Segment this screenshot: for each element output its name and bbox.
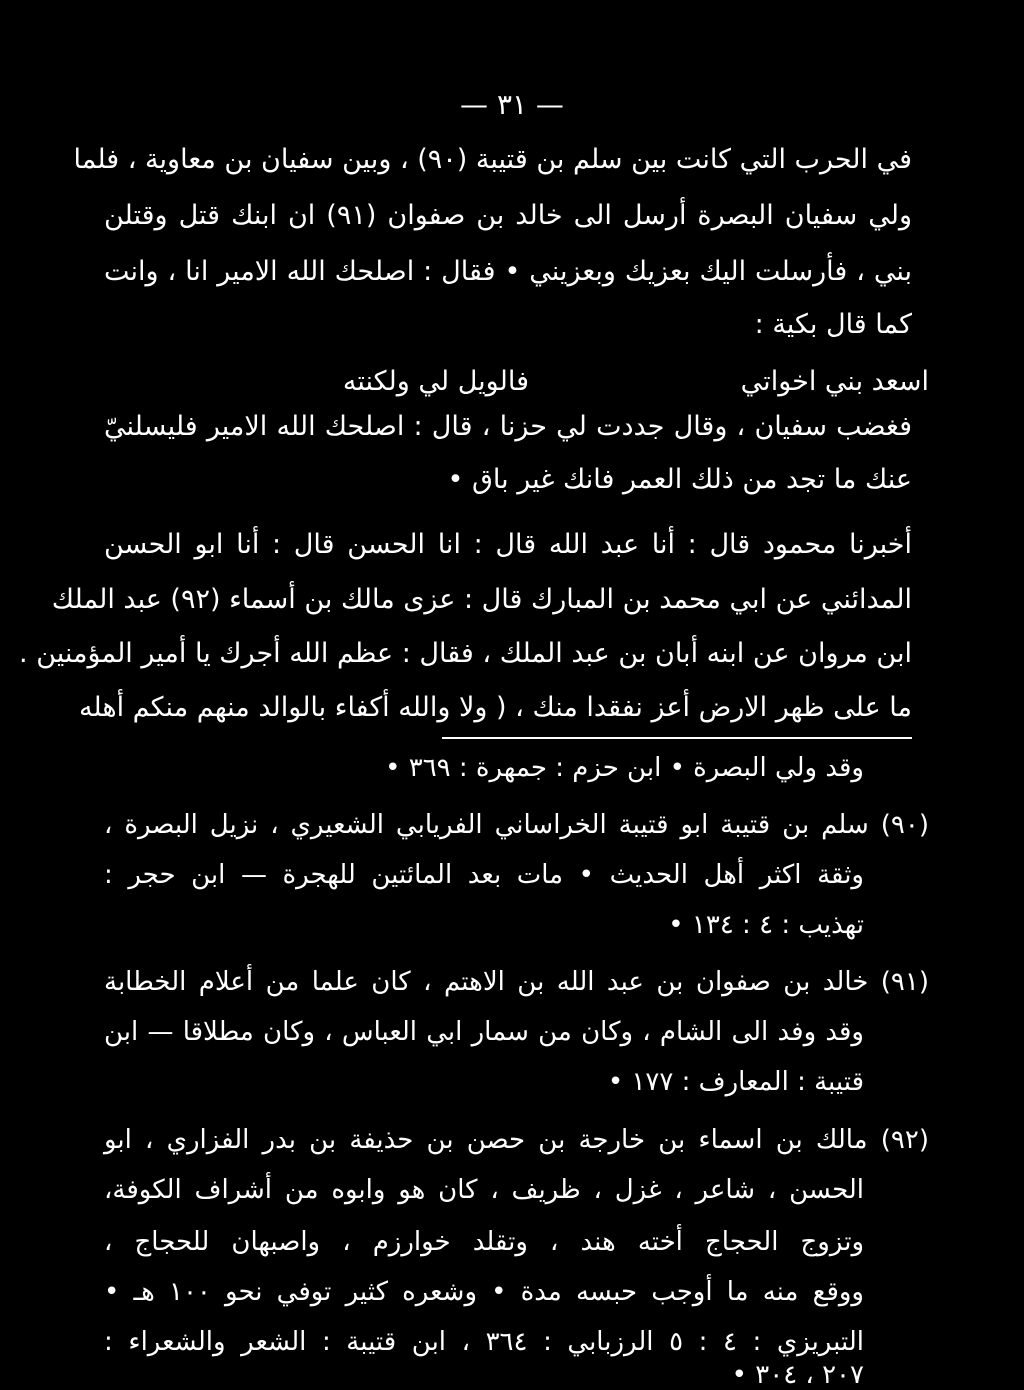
body-line-10: ما على ظهر الارض أعز نفقدا منك ، ( ولا والله أكفاء بالوالد منهم منكم أهله [78, 692, 912, 723]
footnote-92-line-6: ٢٠٧ ، ٣٠٤ • [731, 1360, 864, 1390]
body-line-7: أخبرنا محمود قال : أنا عبد الله قال : انا الحسن قال : أنا ابو الحسن [104, 529, 912, 560]
footnote-92-line-1: (٩٢) مالك بن اسماء بن خارجة بن حصن بن حذيفة بن بدر الفزاري ، ابو [104, 1125, 929, 1155]
footnote-91-line-3: قتيبة : المعارف : ١٧٧ • [607, 1067, 864, 1097]
footnote-92-line-2: الحسن ، شاعر ، غزل ، ظريف ، كان هو وابوه من أشراف الكوفة، [104, 1175, 864, 1205]
body-line-2: ولي سفيان البصرة أرسل الى خالد بن صفوان (٩١) ان ابنك قتل وقتلن [104, 200, 912, 231]
footnote-continuation-line: وقد ولي البصرة • ابن حزم : جمهرة : ٣٦٩ • [385, 753, 864, 783]
footnote-90-line-2: وثقة اكثر أهل الحديث • مات بعد المائتين للهجرة — ابن حجر : [104, 860, 864, 890]
footnote-90-line-1: (٩٠) سلم بن قتيبة ابو قتيبة الخراساني الفريابي الشعيري ، نزيل البصرة ، [104, 810, 929, 840]
footnote-92-line-4: ووقع منه ما أوجب حبسه مدة • وشعره كثير توفي نحو ١٠٠ هـ • [104, 1277, 864, 1307]
footnote-92-line-5: التبريزي : ٤ : ٥ الرزبابي : ٣٦٤ ، ابن قتيبة : الشعر والشعراء : [104, 1327, 864, 1357]
page-number: — ٣١ — [460, 88, 564, 121]
verse-first-hemistich: اسعد بني اخواتي [740, 366, 929, 397]
footnote-91-line-1: (٩١) خالد بن صفوان بن عبد الله بن الاهتم ، كان علما من أعلام الخطابة [104, 967, 929, 997]
body-line-3: بني ، فأرسلت اليك بعزيك وبعزيني • فقال : اصلحك الله الامير انا ، وانت [104, 256, 912, 287]
verse-second-hemistich: فالويل لي ولكنته [342, 366, 529, 397]
body-line-1: في الحرب التي كانت بين سلم بن قتيبة (٩٠) ، وبين سفيان بن معاوية ، فلما [73, 144, 912, 175]
body-line-8: المدائني عن ابي محمد بن المبارك قال : عزى مالك بن أسماء (٩٢) عبد الملك [51, 584, 912, 615]
footnote-91-line-2: وقد وفد الى الشام ، وكان من سمار ابي العباس ، وكان مطلاقا — ابن [104, 1017, 864, 1047]
body-line-6: عنك ما تجد من ذلك العمر فانك غير باق • [447, 464, 912, 495]
footnote-separator [442, 737, 912, 739]
footnote-90-line-3: تهذيب : ٤ : ١٣٤ • [668, 910, 864, 940]
body-line-5: فغضب سفيان ، وقال جددت لي حزنا ، قال : اصلحك الله الامير فليسلنيّ [104, 411, 912, 442]
body-line-4: كما قال بكية : [754, 309, 912, 340]
body-line-9: ابن مروان عن ابنه أبان بن عبد الملك ، فقال : عظم الله أجرك يا أمير المؤمنين . [19, 638, 912, 669]
footnote-92-line-3: وتزوج الحجاج أخته هند ، وتقلد خوارزم ، واصبهان للحجاج ، [104, 1227, 864, 1257]
